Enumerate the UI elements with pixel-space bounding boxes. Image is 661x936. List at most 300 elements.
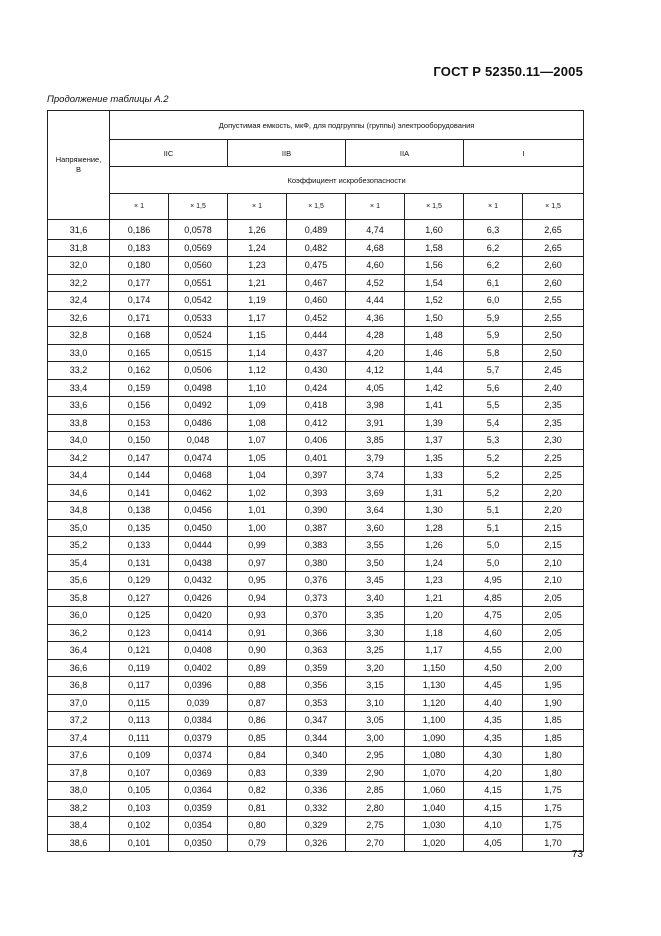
voltage-cell: 37,2 <box>48 712 110 730</box>
capacity-cell: 2,05 <box>523 607 584 625</box>
table-row <box>48 484 584 502</box>
capacity-cell: 0,489 <box>287 220 346 240</box>
capacity-cell: 2,15 <box>523 519 584 537</box>
table-row <box>48 572 584 590</box>
capacity-cell: 0,168 <box>110 327 169 345</box>
table-row <box>48 712 584 730</box>
capacity-cell: 0,390 <box>287 502 346 520</box>
voltage-cell: 35,6 <box>48 572 110 590</box>
capacity-cell: 0,332 <box>287 799 346 817</box>
capacity-cell: 0,406 <box>287 432 346 450</box>
capacity-cell: 6,2 <box>464 257 523 275</box>
capacity-cell: 1,54 <box>405 274 464 292</box>
table-body <box>48 220 584 852</box>
table-row <box>48 414 584 432</box>
capacity-cell: 1,20 <box>405 607 464 625</box>
capacity-cell: 4,45 <box>464 677 523 695</box>
capacity-cell: 1,42 <box>405 379 464 397</box>
capacity-cell: 2,30 <box>523 432 584 450</box>
capacity-cell: 1,85 <box>523 729 584 747</box>
capacity-cell: 0,0369 <box>169 764 228 782</box>
capacity-cell: 1,52 <box>405 292 464 310</box>
voltage-cell: 35,8 <box>48 589 110 607</box>
page-number: 73 <box>571 849 583 860</box>
capacity-cell: 0,0420 <box>169 607 228 625</box>
table-row <box>48 817 584 835</box>
capacity-cell: 4,85 <box>464 589 523 607</box>
capacity-cell: 0,91 <box>228 624 287 642</box>
table-row <box>48 729 584 747</box>
capacity-cell: 5,3 <box>464 432 523 450</box>
capacity-cell: 0,113 <box>110 712 169 730</box>
capacity-cell: 0,366 <box>287 624 346 642</box>
capacity-cell: 4,35 <box>464 712 523 730</box>
capacity-cell: 0,183 <box>110 239 169 257</box>
capacity-cell: 0,97 <box>228 554 287 572</box>
table-row <box>48 309 584 327</box>
capacity-cell: 0,437 <box>287 344 346 362</box>
table-row <box>48 659 584 677</box>
capacity-cell: 2,50 <box>523 327 584 345</box>
capacity-cell: 3,85 <box>346 432 405 450</box>
capacity-cell: 0,039 <box>169 694 228 712</box>
capacity-cell: 1,46 <box>405 344 464 362</box>
table-row <box>48 537 584 555</box>
capacity-cell: 0,87 <box>228 694 287 712</box>
capacity-cell: 0,93 <box>228 607 287 625</box>
table-row <box>48 589 584 607</box>
capacity-cell: 0,0438 <box>169 554 228 572</box>
capacity-table <box>47 110 584 852</box>
capacity-cell: 3,25 <box>346 642 405 660</box>
capacity-cell: 4,35 <box>464 729 523 747</box>
capacity-cell: 1,48 <box>405 327 464 345</box>
capacity-cell: 0,0408 <box>169 642 228 660</box>
capacity-cell: 3,55 <box>346 537 405 555</box>
voltage-cell: 34,0 <box>48 432 110 450</box>
capacity-cell: 0,418 <box>287 397 346 415</box>
voltage-cell: 31,8 <box>48 239 110 257</box>
voltage-cell: 38,0 <box>48 782 110 800</box>
capacity-cell: 1,070 <box>405 764 464 782</box>
capacity-cell: 3,10 <box>346 694 405 712</box>
table-row <box>48 344 584 362</box>
capacity-cell: 0,125 <box>110 607 169 625</box>
capacity-cell: 0,82 <box>228 782 287 800</box>
voltage-cell: 32,8 <box>48 327 110 345</box>
capacity-cell: 1,10 <box>228 379 287 397</box>
capacity-cell: 4,74 <box>346 220 405 240</box>
capacity-cell: 0,363 <box>287 642 346 660</box>
capacity-cell: 0,109 <box>110 747 169 765</box>
group-header: IIA <box>346 140 464 167</box>
voltage-cell: 38,6 <box>48 834 110 852</box>
capacity-cell: 5,2 <box>464 467 523 485</box>
capacity-cell: 0,347 <box>287 712 346 730</box>
capacity-cell: 1,30 <box>405 502 464 520</box>
capacity-cell: 0,86 <box>228 712 287 730</box>
capacity-cell: 1,04 <box>228 467 287 485</box>
capacity-cell: 1,60 <box>405 220 464 240</box>
capacity-cell: 1,90 <box>523 694 584 712</box>
capacity-cell: 0,452 <box>287 309 346 327</box>
capacity-cell: 3,60 <box>346 519 405 537</box>
coefficient-header: Коэффициент искробезопасности <box>110 167 584 194</box>
capacity-cell: 0,84 <box>228 747 287 765</box>
voltage-cell: 36,2 <box>48 624 110 642</box>
capacity-cell: 1,09 <box>228 397 287 415</box>
capacity-cell: 0,105 <box>110 782 169 800</box>
capacity-cell: 0,85 <box>228 729 287 747</box>
voltage-cell: 37,0 <box>48 694 110 712</box>
capacity-cell: 0,83 <box>228 764 287 782</box>
capacity-cell: 1,31 <box>405 484 464 502</box>
capacity-cell: 0,147 <box>110 449 169 467</box>
capacity-cell: 1,030 <box>405 817 464 835</box>
capacity-cell: 0,376 <box>287 572 346 590</box>
table-row <box>48 677 584 695</box>
capacity-cell: 0,373 <box>287 589 346 607</box>
capacity-cell: 1,37 <box>405 432 464 450</box>
capacity-cell: 2,55 <box>523 292 584 310</box>
capacity-cell: 0,387 <box>287 519 346 537</box>
capacity-cell: 0,383 <box>287 537 346 555</box>
capacity-cell: 2,25 <box>523 449 584 467</box>
table-row <box>48 239 584 257</box>
capacity-cell: 1,12 <box>228 362 287 380</box>
table-row <box>48 257 584 275</box>
capacity-cell: 1,21 <box>228 274 287 292</box>
voltage-cell: 33,8 <box>48 414 110 432</box>
capacity-cell: 0,103 <box>110 799 169 817</box>
capacity-cell: 2,15 <box>523 537 584 555</box>
capacity-cell: 0,393 <box>287 484 346 502</box>
table-row <box>48 274 584 292</box>
table-row <box>48 607 584 625</box>
voltage-cell: 33,4 <box>48 379 110 397</box>
capacity-cell: 1,100 <box>405 712 464 730</box>
table-row <box>48 747 584 765</box>
capacity-cell: 1,01 <box>228 502 287 520</box>
capacity-cell: 4,40 <box>464 694 523 712</box>
capacity-cell: 0,153 <box>110 414 169 432</box>
capacity-cell: 0,401 <box>287 449 346 467</box>
group-header: IIC <box>110 140 228 167</box>
table-row <box>48 799 584 817</box>
capacity-cell: 2,00 <box>523 659 584 677</box>
capacity-cell: 0,177 <box>110 274 169 292</box>
capacity-cell: 1,28 <box>405 519 464 537</box>
capacity-cell: 0,339 <box>287 764 346 782</box>
coefficient-label: × 1,5 <box>523 194 584 220</box>
capacity-cell: 0,99 <box>228 537 287 555</box>
voltage-cell: 36,6 <box>48 659 110 677</box>
table-row <box>48 449 584 467</box>
table-row <box>48 764 584 782</box>
capacity-cell: 0,0414 <box>169 624 228 642</box>
table-row <box>48 379 584 397</box>
capacity-cell: 0,475 <box>287 257 346 275</box>
capacity-cell: 1,07 <box>228 432 287 450</box>
capacity-cell: 4,55 <box>464 642 523 660</box>
capacity-cell: 0,0533 <box>169 309 228 327</box>
capacity-cell: 2,05 <box>523 624 584 642</box>
capacity-cell: 3,98 <box>346 397 405 415</box>
capacity-cell: 1,24 <box>228 239 287 257</box>
capacity-cell: 4,05 <box>346 379 405 397</box>
capacity-cell: 6,3 <box>464 220 523 240</box>
capacity-cell: 1,75 <box>523 817 584 835</box>
capacity-cell: 1,090 <box>405 729 464 747</box>
capacity-cell: 2,20 <box>523 484 584 502</box>
capacity-cell: 3,30 <box>346 624 405 642</box>
capacity-cell: 4,95 <box>464 572 523 590</box>
capacity-cell: 3,35 <box>346 607 405 625</box>
voltage-cell: 37,8 <box>48 764 110 782</box>
capacity-cell: 0,430 <box>287 362 346 380</box>
capacity-cell: 0,0468 <box>169 467 228 485</box>
capacity-cell: 0,048 <box>169 432 228 450</box>
voltage-cell: 32,2 <box>48 274 110 292</box>
capacity-cell: 3,74 <box>346 467 405 485</box>
capacity-cell: 0,0426 <box>169 589 228 607</box>
capacity-cell: 0,119 <box>110 659 169 677</box>
capacity-cell: 2,55 <box>523 309 584 327</box>
capacity-cell: 4,20 <box>464 764 523 782</box>
capacity-cell: 1,150 <box>405 659 464 677</box>
voltage-cell: 36,4 <box>48 642 110 660</box>
capacity-cell: 4,52 <box>346 274 405 292</box>
table-row <box>48 554 584 572</box>
coefficient-label: × 1 <box>228 194 287 220</box>
capacity-cell: 0,359 <box>287 659 346 677</box>
capacity-cell: 0,0456 <box>169 502 228 520</box>
capacity-cell: 0,94 <box>228 589 287 607</box>
capacity-cell: 0,0379 <box>169 729 228 747</box>
table-row <box>48 362 584 380</box>
capacity-cell: 0,135 <box>110 519 169 537</box>
capacity-cell: 0,171 <box>110 309 169 327</box>
capacity-cell: 3,91 <box>346 414 405 432</box>
capacity-cell: 0,186 <box>110 220 169 240</box>
capacity-cell: 1,44 <box>405 362 464 380</box>
capacity-cell: 5,9 <box>464 327 523 345</box>
capacity-cell: 2,00 <box>523 642 584 660</box>
capacity-cell: 1,00 <box>228 519 287 537</box>
coefficient-label: × 1,5 <box>287 194 346 220</box>
capacity-cell: 3,64 <box>346 502 405 520</box>
capacity-cell: 1,17 <box>228 309 287 327</box>
voltage-cell: 33,2 <box>48 362 110 380</box>
capacity-cell: 3,20 <box>346 659 405 677</box>
capacity-cell: 1,33 <box>405 467 464 485</box>
capacity-cell: 0,412 <box>287 414 346 432</box>
voltage-cell: 38,4 <box>48 817 110 835</box>
voltage-cell: 37,4 <box>48 729 110 747</box>
capacity-cell: 0,0350 <box>169 834 228 852</box>
capacity-cell: 0,117 <box>110 677 169 695</box>
capacity-cell: 2,80 <box>346 799 405 817</box>
capacity-cell: 1,18 <box>405 624 464 642</box>
table-row <box>48 624 584 642</box>
capacity-cell: 1,020 <box>405 834 464 852</box>
capacity-cell: 5,2 <box>464 484 523 502</box>
capacity-cell: 0,344 <box>287 729 346 747</box>
coefficient-label: × 1 <box>464 194 523 220</box>
capacity-cell: 0,444 <box>287 327 346 345</box>
capacity-cell: 1,70 <box>523 834 584 852</box>
capacity-cell: 1,56 <box>405 257 464 275</box>
capacity-cell: 0,0396 <box>169 677 228 695</box>
capacity-cell: 2,25 <box>523 467 584 485</box>
capacity-cell: 3,79 <box>346 449 405 467</box>
capacity-cell: 4,15 <box>464 799 523 817</box>
capacity-cell: 6,2 <box>464 239 523 257</box>
capacity-cell: 4,60 <box>464 624 523 642</box>
table-row <box>48 502 584 520</box>
capacity-cell: 2,45 <box>523 362 584 380</box>
capacity-cell: 0,107 <box>110 764 169 782</box>
capacity-cell: 0,165 <box>110 344 169 362</box>
capacity-cell: 0,380 <box>287 554 346 572</box>
capacity-cell: 0,90 <box>228 642 287 660</box>
capacity-cell: 0,0359 <box>169 799 228 817</box>
capacity-cell: 0,156 <box>110 397 169 415</box>
capacity-cell: 0,460 <box>287 292 346 310</box>
voltage-cell: 34,6 <box>48 484 110 502</box>
capacity-cell: 0,129 <box>110 572 169 590</box>
capacity-cell: 0,150 <box>110 432 169 450</box>
capacity-cell: 0,336 <box>287 782 346 800</box>
capacity-cell: 0,0524 <box>169 327 228 345</box>
capacity-cell: 4,60 <box>346 257 405 275</box>
capacity-cell: 2,70 <box>346 834 405 852</box>
capacity-cell: 4,36 <box>346 309 405 327</box>
table-row <box>48 397 584 415</box>
capacity-cell: 4,28 <box>346 327 405 345</box>
capacity-cell: 0,326 <box>287 834 346 852</box>
voltage-column-header <box>48 111 110 220</box>
capacity-cell: 1,02 <box>228 484 287 502</box>
voltage-header-unit: В <box>75 165 81 174</box>
capacity-cell: 3,00 <box>346 729 405 747</box>
capacity-cell: 0,180 <box>110 257 169 275</box>
capacity-cell: 0,370 <box>287 607 346 625</box>
capacity-cell: 1,17 <box>405 642 464 660</box>
capacity-cell: 0,95 <box>228 572 287 590</box>
voltage-cell: 32,6 <box>48 309 110 327</box>
voltage-cell: 32,0 <box>48 257 110 275</box>
group-header: I <box>464 140 584 167</box>
capacity-cell: 0,467 <box>287 274 346 292</box>
capacity-cell: 0,133 <box>110 537 169 555</box>
voltage-cell: 36,0 <box>48 607 110 625</box>
group-header: IIB <box>228 140 346 167</box>
voltage-header-label: Напряжение, <box>55 155 102 164</box>
capacity-cell: 4,44 <box>346 292 405 310</box>
capacity-cell: 0,0474 <box>169 449 228 467</box>
table-row <box>48 519 584 537</box>
capacity-cell: 2,05 <box>523 589 584 607</box>
capacity-cell: 0,329 <box>287 817 346 835</box>
capacity-cell: 0,0450 <box>169 519 228 537</box>
voltage-cell: 35,4 <box>48 554 110 572</box>
capacity-cell: 0,0515 <box>169 344 228 362</box>
voltage-cell: 36,8 <box>48 677 110 695</box>
capacity-cell: 0,138 <box>110 502 169 520</box>
capacity-cell: 3,40 <box>346 589 405 607</box>
capacity-cell: 4,75 <box>464 607 523 625</box>
voltage-cell: 35,0 <box>48 519 110 537</box>
capacity-cell: 2,10 <box>523 554 584 572</box>
capacity-cell: 0,159 <box>110 379 169 397</box>
capacity-cell: 0,397 <box>287 467 346 485</box>
capacity-cell: 1,80 <box>523 747 584 765</box>
capacity-cell: 2,65 <box>523 220 584 240</box>
capacity-cell: 2,20 <box>523 502 584 520</box>
voltage-cell: 38,2 <box>48 799 110 817</box>
capacity-cell: 0,174 <box>110 292 169 310</box>
capacity-cell: 1,95 <box>523 677 584 695</box>
capacity-cell: 2,65 <box>523 239 584 257</box>
capacity-cell: 5,0 <box>464 537 523 555</box>
capacity-cell: 2,10 <box>523 572 584 590</box>
coefficient-label: × 1,5 <box>169 194 228 220</box>
capacity-cell: 0,141 <box>110 484 169 502</box>
capacity-cell: 5,5 <box>464 397 523 415</box>
capacity-cell: 5,8 <box>464 344 523 362</box>
voltage-cell: 37,6 <box>48 747 110 765</box>
capacity-cell: 4,68 <box>346 239 405 257</box>
capacity-cell: 1,080 <box>405 747 464 765</box>
capacity-cell: 0,162 <box>110 362 169 380</box>
capacity-cell: 5,6 <box>464 379 523 397</box>
capacity-cell: 4,20 <box>346 344 405 362</box>
capacity-cell: 0,0542 <box>169 292 228 310</box>
capacity-cell: 6,1 <box>464 274 523 292</box>
table-caption: Продолжение таблицы А.2 <box>47 94 169 105</box>
capacity-cell: 0,89 <box>228 659 287 677</box>
capacity-cell: 3,69 <box>346 484 405 502</box>
capacity-cell: 1,80 <box>523 764 584 782</box>
capacity-cell: 5,4 <box>464 414 523 432</box>
capacity-cell: 0,356 <box>287 677 346 695</box>
table-row <box>48 694 584 712</box>
capacity-cell: 1,21 <box>405 589 464 607</box>
capacity-cell: 1,24 <box>405 554 464 572</box>
table-row <box>48 782 584 800</box>
capacity-cell: 3,15 <box>346 677 405 695</box>
capacity-cell: 0,0551 <box>169 274 228 292</box>
capacity-cell: 0,0569 <box>169 239 228 257</box>
capacity-cell: 4,15 <box>464 782 523 800</box>
capacity-cell: 0,0578 <box>169 220 228 240</box>
capacity-cell: 1,14 <box>228 344 287 362</box>
capacity-cell: 0,0462 <box>169 484 228 502</box>
capacity-cell: 0,115 <box>110 694 169 712</box>
capacity-cell: 0,102 <box>110 817 169 835</box>
capacity-cell: 1,35 <box>405 449 464 467</box>
capacity-cell: 5,9 <box>464 309 523 327</box>
capacity-cell: 1,58 <box>405 239 464 257</box>
capacity-cell: 0,127 <box>110 589 169 607</box>
capacity-cell: 0,353 <box>287 694 346 712</box>
capacity-cell: 0,111 <box>110 729 169 747</box>
capacity-cell: 0,144 <box>110 467 169 485</box>
capacity-header: Допустимая емкость, мкФ, для подгруппы (группы) электрооборудования <box>110 111 584 140</box>
capacity-cell: 4,12 <box>346 362 405 380</box>
capacity-cell: 0,81 <box>228 799 287 817</box>
